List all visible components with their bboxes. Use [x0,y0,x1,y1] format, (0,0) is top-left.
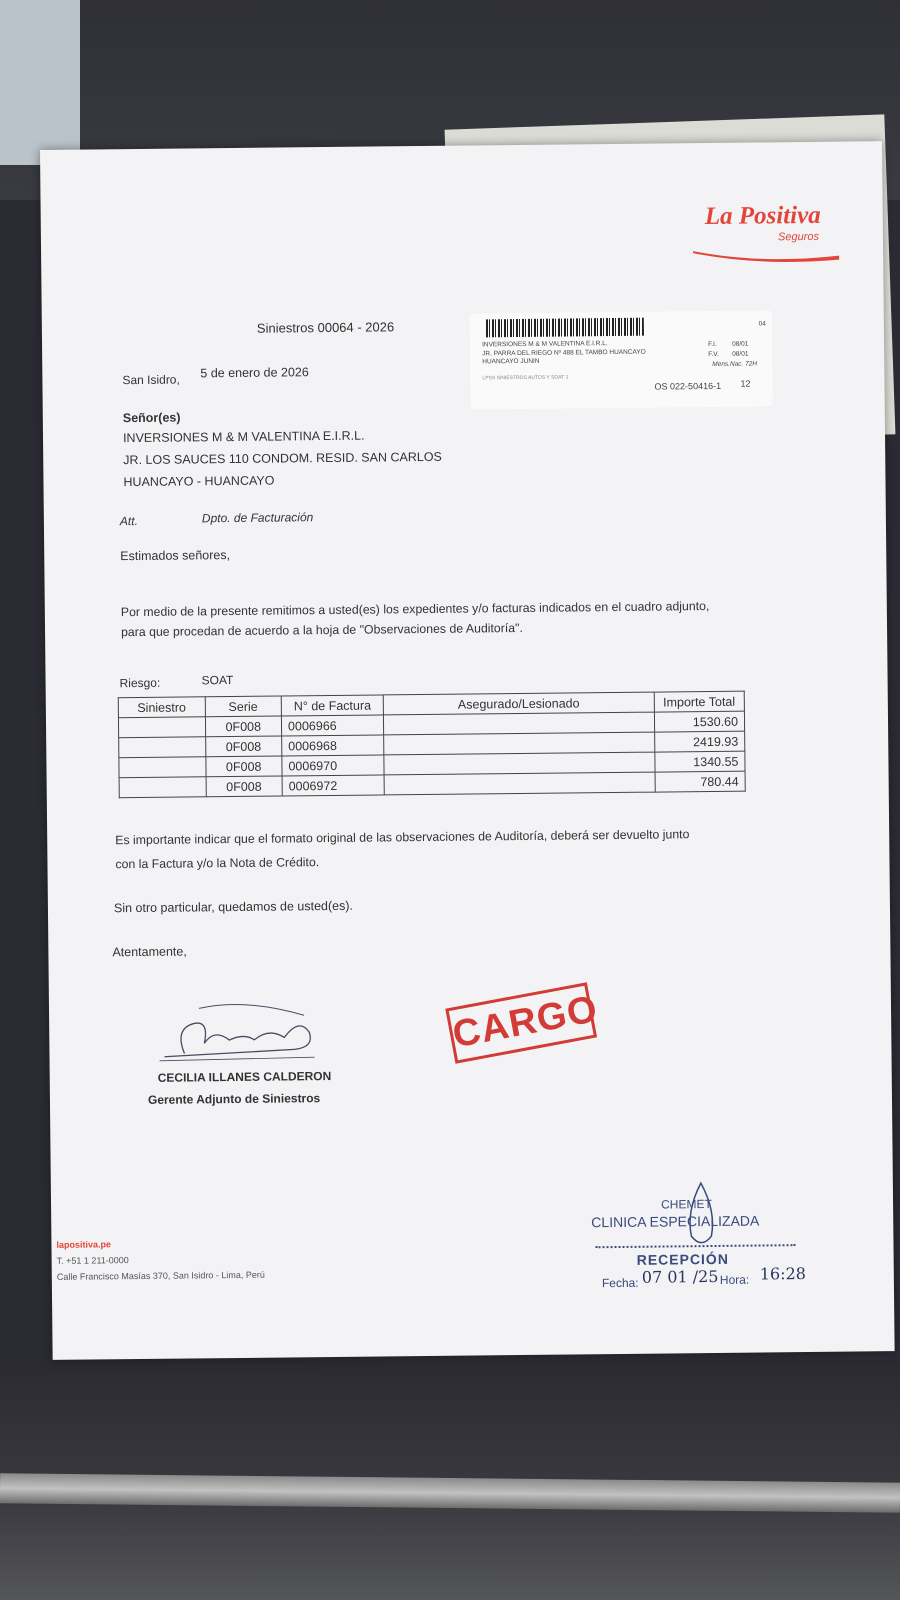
cell-factura: 0006968 [282,735,384,756]
barcode [486,318,644,338]
footer-site: lapositiva.pe [56,1239,112,1250]
riesgo-value: SOAT [201,673,234,688]
cell-serie: 0F008 [205,736,282,757]
closing-line: Sin otro particular, quedamos de usted(es). [113,898,354,916]
letter-date: 5 de enero de 2026 [200,365,309,381]
fecha-value: 07 01 /25 [641,1266,719,1287]
body-line1: Por medio de la presente remitimos a usted(es) los expedientes y/o facturas indicados en el cuadro adjunto, [120,599,710,620]
hora-label: Hora: [719,1272,750,1287]
label-fv-label: F.V. [708,350,719,359]
fecha-label: Fecha: [601,1275,639,1291]
cell-asegurado [384,712,655,735]
label-os: OS 022-50416-1 [654,380,722,392]
att-value: Dpto. de Facturación [201,510,314,526]
label-line2: JR. PARRA DEL RIEGO Nº 488 EL TAMBO HUANCAYO [482,348,646,358]
logo-name: La Positiva [704,201,821,231]
reception-stamp [591,1192,822,1314]
cell-importe: 2419.93 [654,731,745,752]
cell-asegurado [384,752,655,775]
cell-factura: 0006970 [282,755,384,776]
cell-importe: 780.44 [655,771,746,792]
invoice-table [118,691,746,799]
att-label: Att. [119,513,138,529]
logo-swoosh-icon [691,246,841,264]
closing-regards: Atentamente, [112,944,187,960]
note-line2: con la Factura y/o la Nota de Crédito. [115,855,320,872]
footer-address: Calle Francisco Masías 370, San Isidro - Lima, Perú [56,1269,265,1282]
body-line2: para que procedan de acuerdo a la hoja de "Observaciones de Auditoría". [120,620,523,640]
label-line3: HUANCAYO JUNIN [482,357,540,366]
label-os-count: 12 [740,378,751,389]
cell-siniestro [119,757,206,778]
background-window-corner [0,0,80,165]
cell-serie: 0F008 [205,716,282,737]
signer-name: CECILIA ILLANES CALDERON [157,1069,332,1085]
note-line1: Es importante indicar que el formato original de las observaciones de Auditoría, deberá ser devuelto junto [115,827,690,848]
hora-value: 16:28 [759,1264,807,1284]
label-corner: 04 [758,320,766,328]
recipient-city: HUANCAYO - HUANCAYO [123,473,275,490]
cell-importe: 1340.55 [654,751,745,772]
header-serie: Serie [205,696,282,717]
signer-title: Gerente Adjunto de Siniestros [147,1091,321,1107]
clinic-name-top: CHEMET [661,1197,712,1212]
header-siniestro: Siniestro [118,697,205,718]
cell-serie: 0F008 [206,776,283,797]
riesgo-label: Riesgo: [119,675,161,691]
signature-icon [154,997,325,1069]
label-mens: Mens.Nac. 72H [712,360,758,368]
cell-siniestro [119,777,206,798]
recipient-address: JR. LOS SAUCES 110 CONDOM. RESID. SAN CARLOS [123,449,442,468]
label-fv-value: 08/01 [732,350,749,358]
letter-sheet [40,141,895,1360]
clinic-name: CLINICA ESPECIALIZADA [591,1212,760,1231]
header-factura: N° de Factura [281,695,383,716]
place: San Isidro, [122,372,180,388]
recipient-name: INVERSIONES M & M VALENTINA E.I.R.L. [122,428,365,446]
footer-phone: T. +51 1 211-0000 [56,1255,129,1266]
label-fi-value: 08/01 [732,340,749,348]
logo-sub: Seguros [777,230,820,244]
cell-factura: 0006972 [282,775,384,796]
label-fi-label: F.I. [708,340,717,349]
reference-title: Siniestros 00064 - 2026 [256,319,395,336]
header-importe: Importe Total [654,691,745,712]
reception-label: RECEPCIÓN [636,1250,729,1268]
cell-asegurado [384,732,655,755]
cell-factura: 0006966 [281,715,383,736]
label-line4: LPSS SINIESTROS AUTOS Y SOAT 1 [482,374,569,382]
label-line1: INVERSIONES M & M VALENTINA E.I.R.L. [482,340,608,349]
cell-asegurado [384,772,655,795]
salutation: Señor(es) [122,410,181,426]
shipping-label [470,310,773,409]
cargo-stamp: CARGO [445,982,597,1064]
greeting: Estimados señores, [120,548,231,564]
cell-siniestro [119,737,206,758]
la-positiva-logo [671,202,832,264]
cell-serie: 0F008 [205,756,282,777]
cell-siniestro [118,717,205,738]
header-asegurado: Asegurado/Lesionado [383,692,654,715]
cell-importe: 1530.60 [654,711,745,732]
